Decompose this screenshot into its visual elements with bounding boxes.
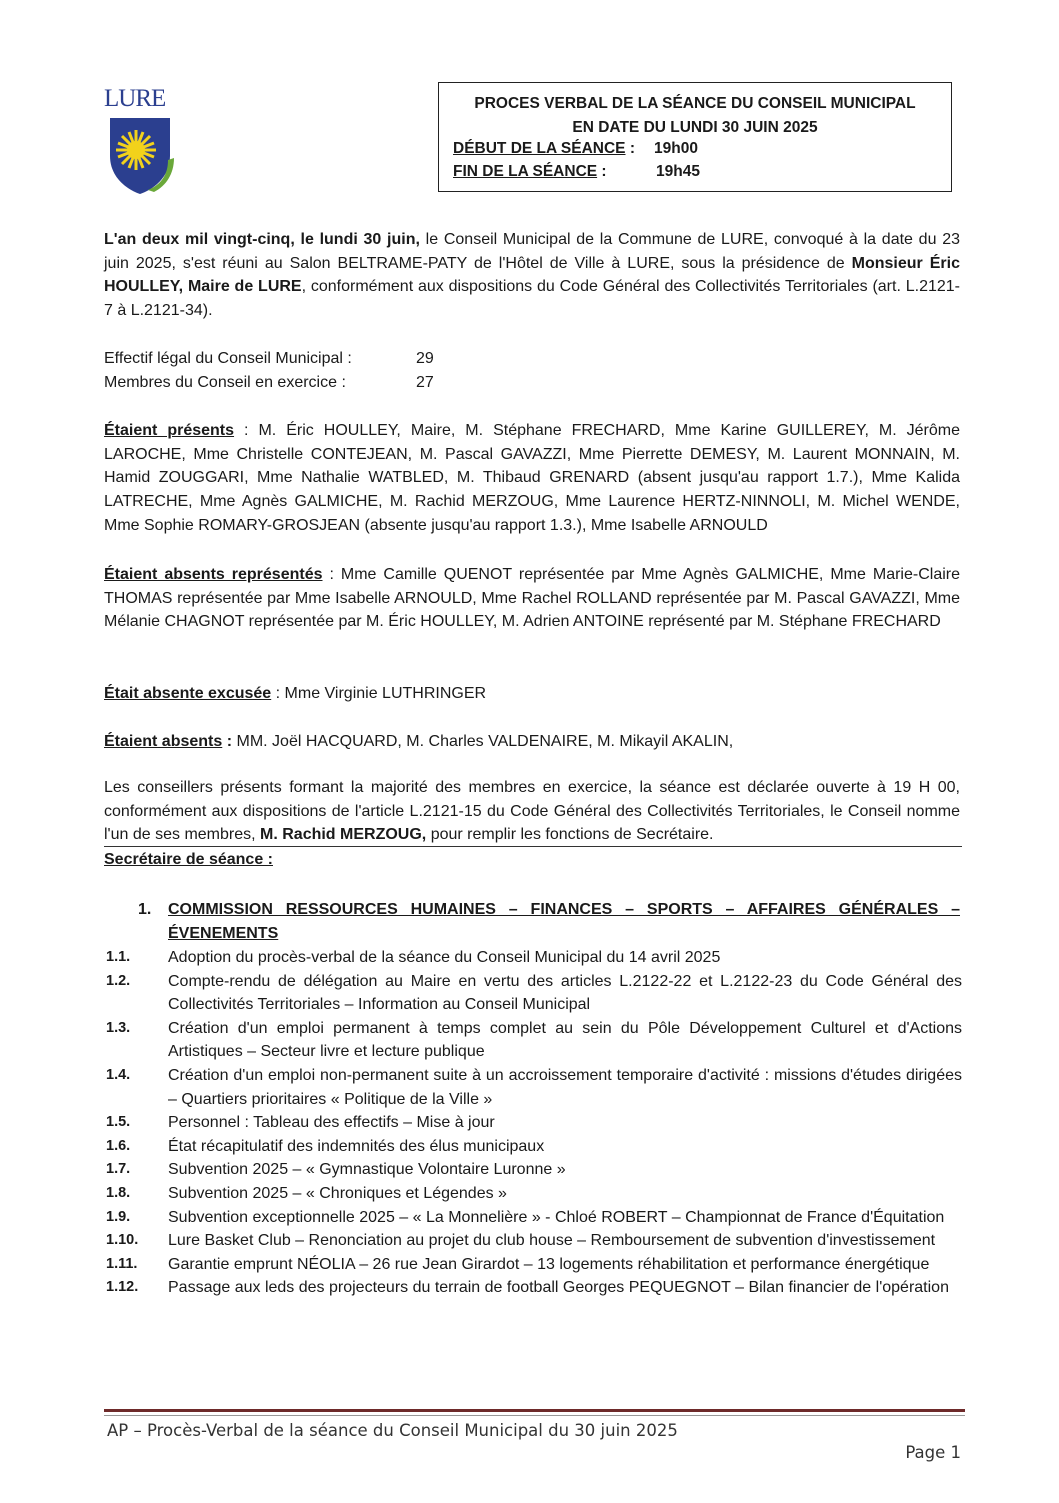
opening-text2: pour remplir les fonctions de Secrétaire. [426, 826, 714, 844]
footer-text: AP – Procès-Verbal de la séance du Conseil Municipal du 30 juin 2025 [107, 1421, 678, 1440]
effectif-legal-value: 29 [416, 350, 434, 367]
effectif-exercice-label: Membres du Conseil en exercice : [104, 374, 346, 391]
agenda-item-number: 1.6. [106, 1137, 131, 1154]
city-logo [104, 86, 184, 112]
agenda-item [104, 1276, 962, 1300]
opening-secretary: M. Rachid MERZOUG, [260, 826, 427, 844]
session-start [453, 140, 698, 158]
intro-bold-date: L'an deux mil vingt-cinq, le lundi 30 juin, [104, 231, 420, 248]
header-box [438, 82, 952, 192]
agenda-item-number: 1.7. [106, 1161, 131, 1178]
session-end-value: 19h45 [656, 163, 700, 180]
intro-text2: , conformément aux dispositions du Code Général des Collectivités Territoriales (art. L.2121-7 à L.2121-34). [104, 278, 960, 320]
absents-label: Étaient absents [104, 733, 223, 750]
logo-text: LURE [104, 85, 166, 112]
agenda-item-text: Garantie emprunt NÉOLIA – 26 rue Jean Girardot – 13 logements réhabilitation et performance énergétique [168, 1255, 930, 1273]
presents-label: Étaient présents [104, 422, 235, 439]
agenda-item-number: 1.11. [106, 1255, 138, 1272]
agenda-item-text: Subvention 2025 – « Gymnastique Volontaire Luronne » [168, 1161, 566, 1179]
agenda-item [104, 1182, 962, 1206]
session-start-value: 19h00 [654, 140, 698, 157]
commission-title-line2: ÉVENEMENTS [168, 925, 279, 942]
agenda-item [104, 1111, 962, 1135]
agenda-item-number: 1.2. [106, 972, 131, 989]
header-title-line2: EN DATE DU LUNDI 30 JUIN 2025 [572, 119, 818, 136]
header-title-line1: PROCES VERBAL DE LA SÉANCE DU CONSEIL MUNICIPAL [474, 95, 916, 112]
agenda-item [104, 1135, 962, 1159]
agenda-item [104, 1064, 962, 1111]
divider [104, 846, 962, 847]
agenda-list [104, 946, 962, 1300]
agenda-item-number: 1.5. [106, 1114, 131, 1131]
represented-label: Étaient absents représentés [104, 566, 323, 583]
agenda-item [104, 946, 962, 970]
excused-paragraph [104, 682, 960, 706]
agenda-item-text: Subvention 2025 – « Chroniques et Légendes » [168, 1184, 507, 1202]
opening-text1: Les conseillers présents formant la majorité des membres en exercice, la séance est déclarée ouverte à 19 H 00, conformément aux dispositions de l'article L.2121-15 du Code Général des Collectivités Territoriales, le Conseil nomme l'un de ses membres, [104, 779, 960, 844]
agenda-item-text: Création d'un emploi permanent à temps complet au sein du Pôle Développement Culturel et d'Actions Artistiques – Secteur livre et lecture publique [168, 1019, 962, 1061]
agenda-item-number: 1.9. [106, 1208, 131, 1225]
session-end-sep: : [597, 163, 607, 180]
agenda-item-text: Adoption du procès-verbal de la séance du Conseil Municipal du 14 avril 2025 [168, 949, 721, 966]
commission-title-line1: COMMISSION RESSOURCES HUMAINES – FINANCES – SPORTS – AFFAIRES GÉNÉRALES – [168, 901, 960, 918]
excused-text: : Mme Virginie LUTHRINGER [271, 685, 487, 702]
intro-bold-mayor: Monsieur Éric HOULLEY, Maire de LURE [104, 254, 960, 296]
opening-paragraph [104, 776, 960, 847]
agenda-item-number: 1.10. [106, 1232, 139, 1249]
agenda-item-text: État récapitulatif des indemnités des élus municipaux [168, 1137, 545, 1155]
effectif-legal [104, 347, 434, 371]
agenda-item-text: Compte-rendu de délégation au Maire en vertu des articles L.2122-22 et L.2122-23 du Code Général des Collectivités Territoriales – Information au Conseil Municipal [168, 972, 962, 1014]
agenda-item [104, 970, 962, 1017]
agenda-item [104, 1206, 962, 1230]
absents-sep: : [222, 733, 233, 750]
agenda-item-number: 1.3. [106, 1019, 131, 1036]
footer-divider-thick [104, 1409, 965, 1412]
represented-text: : Mme Camille QUENOT représentée par Mme Agnès GALMICHE, Mme Marie-Claire THOMAS représentée par Mme Isabelle ARNOULD, Mme Rachel ROLLAND représentée par M. Pascal GAVAZZI, Mme Mélanie CHAGNOT représentée par M. Éric HOULLEY, M. Adrien ANTOINE représenté par M. Stéphane FRECHARD [104, 566, 961, 631]
agenda-item-text: Passage aux leds des projecteurs du terrain de football Georges PEQUEGNOT – Bilan financier de l'opération [168, 1279, 949, 1297]
intro-text1: le Conseil Municipal de la Commune de LURE, convoqué à la date du 23 juin 2025, s'est réuni au Salon BELTRAME-PATY de l'Hôtel de Ville à LURE, sous la présidence de [104, 231, 960, 272]
agenda-item [104, 1158, 962, 1182]
represented-paragraph [104, 563, 960, 634]
agenda-item-number: 1.1. [106, 949, 131, 965]
agenda-item-number: 1.12. [106, 1279, 139, 1296]
agenda-item-number: 1.8. [106, 1184, 131, 1201]
effectif-exercice-value: 27 [416, 374, 434, 391]
presents-text: : M. Éric HOULLEY, Maire, M. Stéphane FRECHARD, Mme Karine GUILLEREY, M. Jérôme LAROCHE, Mme Christelle CONTEJEAN, M. Pascal GAVAZZI, Mme Pierrette DEMESY, M. Laurent MONNAIN, M. Hamid ZOUGGARI, Mme Nathalie WATBLED, M. Thibaud GRENARD (absent jusqu'au rapport 1.7.), Mme Kalida LATRECHE, Mme Agnès GALMICHE, M. Rachid MERZOUG, Mme Laurence HERTZ-NINNOLI, M. Michel WENDE, Mme Sophie ROMARY-GROSJEAN (absente jusqu'au rapport 1.3.), Mme Isabelle ARNOULD [104, 422, 961, 534]
secretaire-label: Secrétaire de séance : [104, 851, 273, 868]
intro-paragraph [104, 228, 960, 323]
session-end-label: FIN DE LA SÉANCE [453, 163, 598, 180]
presents-paragraph [104, 419, 960, 538]
agenda-item-text: Personnel : Tableau des effectifs – Mise à jour [168, 1114, 495, 1132]
commission-number: 1. [138, 901, 152, 918]
agenda-item [104, 1253, 962, 1277]
absents-text: MM. Joël HACQUARD, M. Charles VALDENAIRE, M. Mikayil AKALIN, [232, 733, 734, 750]
coat-of-arms-icon [108, 116, 176, 196]
session-end [453, 163, 700, 181]
agenda-item-text: Création d'un emploi non-permanent suite à un accroissement temporaire d'activité : missions d'études dirigées – Quartiers prioritaires « Politique de la Ville » [168, 1066, 962, 1108]
agenda-item-number: 1.4. [106, 1066, 131, 1083]
session-start-label: DÉBUT DE LA SÉANCE [453, 140, 626, 157]
agenda-item [104, 1229, 962, 1253]
absents-paragraph [104, 730, 960, 754]
effectif-exercice [104, 371, 434, 395]
footer-divider-thin [104, 1415, 965, 1416]
excused-label: Était absente excusée [104, 685, 272, 702]
session-start-sep: : [625, 140, 635, 157]
commission-heading [138, 898, 960, 946]
agenda-item-text: Lure Basket Club – Renonciation au projet du club house – Remboursement de subvention d'investissement [168, 1232, 936, 1250]
agenda-item-text: Subvention exceptionnelle 2025 – « La Monnelière » - Chloé ROBERT – Championnat de France d'Équitation [168, 1208, 945, 1226]
agenda-item [104, 1017, 962, 1064]
effectif-legal-label: Effectif légal du Conseil Municipal : [104, 350, 352, 367]
page-number: Page 1 [905, 1443, 961, 1462]
